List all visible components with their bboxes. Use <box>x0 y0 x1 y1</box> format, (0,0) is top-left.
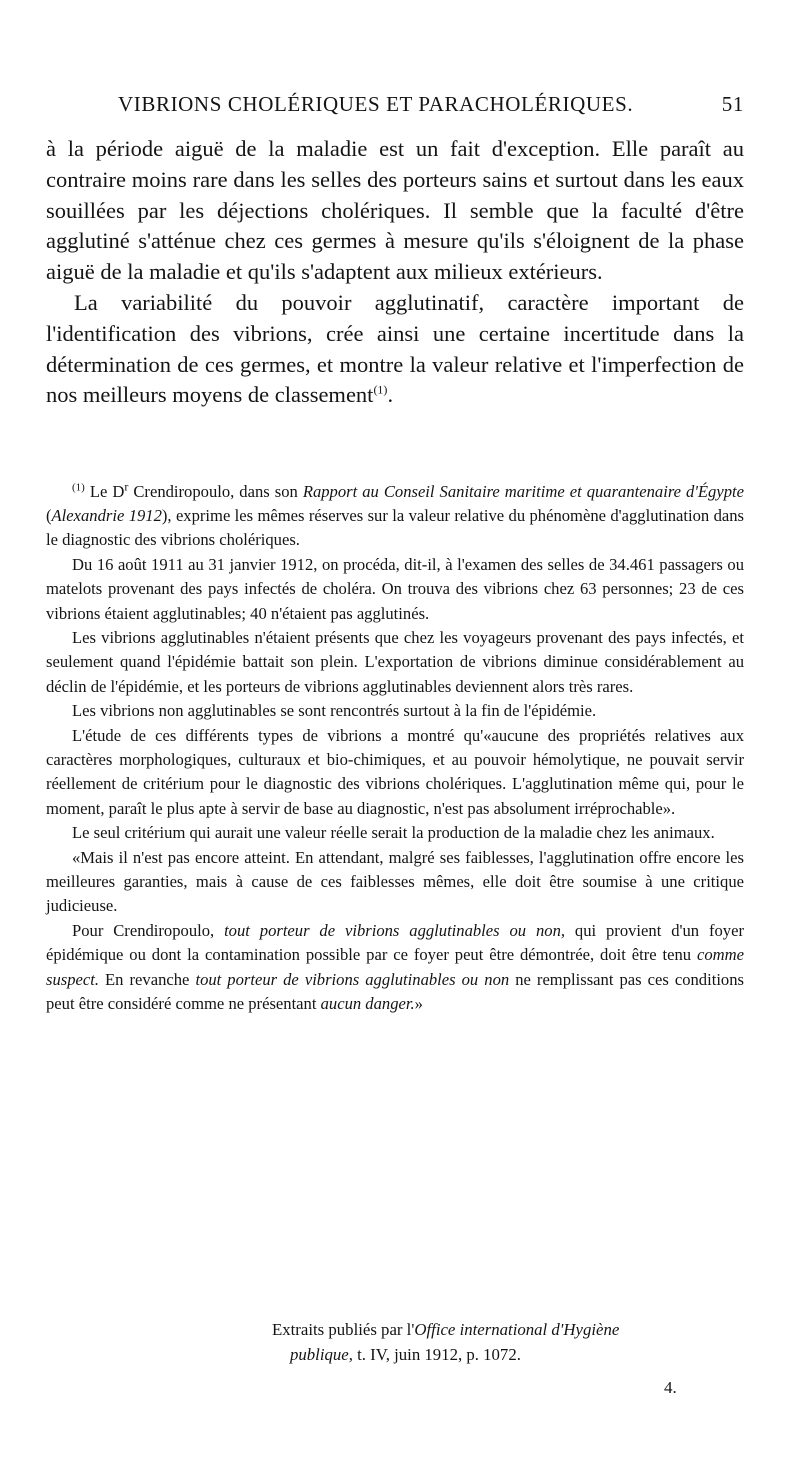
footnote-reference: (1) <box>373 382 388 397</box>
footnote-text: exprime les mêmes réserves sur la valeur relative du phénomène d'agglutination dans le diagnostic des vibrions cholériques. <box>46 506 744 550</box>
body-paragraph-2-text: La variabilité du pouvoir agglutinatif, caractère important de l'identification des vibrions, crée ainsi une certaine incertitude dans la détermination de ces germes, et montre la valeur relative et l'imperfection de nos meilleurs moyens de classement <box>46 289 744 408</box>
report-title: Rapport au Conseil Sanitaire maritime et quarantenaire d'Égypte <box>302 482 744 501</box>
footnote <box>46 480 744 1016</box>
publication-name: Office international d'Hygiène <box>414 1320 620 1339</box>
report-place-date: Alexandrie 1912 <box>51 506 162 526</box>
footnote-paragraph-7: «Mais il n'est pas encore atteint. En attendant, malgré ses faiblesses, l'agglutination offre encore les meilleures garanties, mais à cause de ces faiblesses mêmes, elle doit être soumise à une critique judicieuse. <box>46 848 744 916</box>
abbrev-superscript: r <box>124 479 129 494</box>
signature-mark: 4. <box>664 1378 677 1397</box>
footnote-text: Le D <box>89 482 125 501</box>
footnote-text: Pour Crendiropoulo, <box>72 921 215 941</box>
main-text <box>46 134 744 411</box>
footnote-text: En revanche <box>105 969 190 989</box>
footnote-paragraph-5: L'étude de ces différents types de vibrions a montré qu'«aucune des propriétés relatives aux caractères morphologiques, culturaux et bio-chimiques, et au pouvoir hémolytique, ne pouvait servir réellement de critérium pour le diagnostic des vibrions cholériques. L'agglutination même qui, pour le moment, paraît le plus apte à servir de base au diagnostic, n'est pas absolument irréprochable». <box>46 726 744 818</box>
running-title: VIBRIONS CHOLÉRIQUES ET PARACHOLÉRIQUES. <box>118 92 634 116</box>
attribution-line-2 <box>290 1343 744 1368</box>
footnote-paragraph-6: Le seul critérium qui aurait une valeur réelle serait la production de la maladie chez les animaux. <box>72 823 715 843</box>
attribution-text: , t. IV, juin 1912, p. 1072. <box>348 1344 521 1364</box>
emphasis-text: tout porteur de vibrions agglutinables ou non, <box>224 921 566 941</box>
closing-quote: » <box>414 993 423 1013</box>
footnote-paragraph-3: Les vibrions agglutinables n'étaient présents que chez les voyageurs provenant des pays infectés, et seulement quand l'épidémie battait son plein. L'exportation de vibrions diminue considérablement au déclin de l'épidémie, et les porteurs de vibrions agglutinables deviennent alors très rares. <box>46 628 744 696</box>
footnote-paragraph-1: $^{(1)}$ Le $D^r$ Crendiropoulo, dans son Rapport au Conseil Sanitaire maritime et quarantenaire d'Égypte (Alexandrie 1912), exprime les mêmes réserves sur la valeur relative du phénomène d'agglutination dans le diagnostic des vibrions cholériques. <box>46 479 744 550</box>
footnote-text: Crendiropoulo, dans son <box>133 482 298 501</box>
emphasis-text: comme suspect. <box>46 945 745 989</box>
running-header <box>118 92 744 117</box>
publication-name: publique <box>290 1344 349 1364</box>
attribution-text: Extraits publiés par l' <box>272 1320 415 1339</box>
footnote-paragraph-2: Du 16 août 1911 au 31 janvier 1912, on procéda, dit-il, à l'examen des selles de 34.461 passagers ou matelots provenant des pays infectés de choléra. On trouva des vibrions chez 63 personnes; 23 de ces vibrions étaient agglutinables; 40 n'étaient pas agglutinés. <box>46 555 744 623</box>
body-paragraph-2 <box>46 288 744 411</box>
footnote-paragraph-4: Les vibrions non agglutinables se sont rencontrés surtout à la fin de l'épidémie. <box>72 701 597 721</box>
attribution-line-1 <box>272 1318 744 1343</box>
page-number: 51 <box>721 92 744 116</box>
body-paragraph-1: à la période aiguë de la maladie est un fait d'exception. Elle paraît au contraire moins rare dans les selles des porteurs sains et surtout dans les eaux souillées par les déjections cholériques. Il semble que la faculté d'être agglutiné s'atténue chez ces germes à mesure qu'ils s'éloignent de la phase aiguë de la maladie et qu'ils s'adaptent aux milieux extérieurs. <box>46 136 744 285</box>
footnote-paragraph-8 <box>46 919 744 1016</box>
source-attribution <box>46 1318 744 1367</box>
footnote-text: ne remplissant pas ces conditions peut être considéré comme ne présentant <box>46 969 744 1013</box>
footnote-marker: (1) <box>72 481 85 494</box>
body-paragraph-2-end: . <box>387 382 394 408</box>
emphasis-text: tout porteur de vibrions agglutinables ou non <box>195 969 510 989</box>
footnote-text: qui provient d'un foyer épidémique ou dont la contamination possible par ce foyer peut être démontrée, doit être tenu <box>46 921 744 965</box>
emphasis-text: aucun danger. <box>320 993 415 1013</box>
